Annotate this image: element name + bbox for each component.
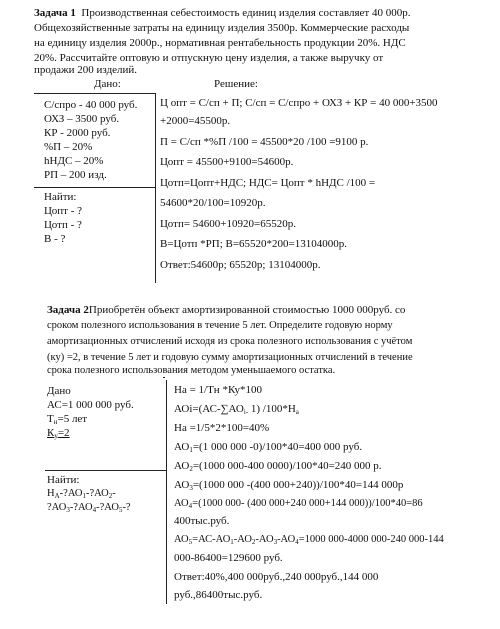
task2-given-label: Дано — [47, 385, 71, 397]
task1-given-item: РП – 200 изд. — [44, 169, 107, 181]
task1-given-label: Дано: — [94, 78, 121, 90]
task2-solution-line — [174, 480, 403, 492]
task2-find-text: -? — [122, 502, 131, 513]
task2-find-sub: 5 — [118, 506, 123, 514]
task2-find-sub: 1 — [82, 492, 86, 500]
task2-given-tn-symbol: Т — [47, 413, 54, 425]
task1-text-line1 — [34, 8, 411, 19]
task2-find-sub: 4 — [92, 506, 97, 514]
task1-top-rule — [34, 93, 156, 94]
task2-sol-text: АО — [174, 534, 189, 545]
task2-text-line1 — [47, 305, 405, 316]
task2-given-ky-value: =2 — [57, 427, 70, 439]
task1-divider-vertical — [155, 93, 156, 283]
task2-sol-sub: 5 — [188, 538, 193, 546]
task2-solution-line — [174, 499, 423, 510]
task2-find-text: - — [112, 488, 116, 499]
task1-text-line5: продажи 200 изделий. — [34, 64, 138, 76]
task2-solution-line: Ответ:40%,400 000руб.,240 000руб.,144 000 — [174, 571, 379, 583]
task2-given-ky-sub: у — [54, 432, 58, 440]
task2-solution-line: На = 1/Тн *Ку*100 — [174, 384, 262, 396]
task2-text-1: Приобретён объект амортизированной стоимостью 1000 000руб. со — [88, 304, 406, 316]
task1-given-item: ОХЗ – 3500 руб. — [44, 113, 120, 125]
task2-sol-sub: 1 — [189, 446, 193, 454]
task1-solution-label: Решение: — [214, 78, 258, 90]
task2-solution-line: На =1/5*2*100=40% — [174, 422, 270, 434]
task1-given-find-rule — [34, 187, 156, 188]
task2-given-ac: АС=1 000 000 руб. — [47, 399, 134, 411]
task2-sol-sub: 1 — [230, 538, 234, 546]
task2-solution-line: 400тыс.руб. — [174, 515, 230, 527]
task1-text-line4: 20%. Рассчитайте оптовую и отпускную цену изделия, а также выручку от — [34, 52, 384, 64]
task2-solution-line: руб.,86400тыс.руб. — [174, 589, 263, 601]
task1-solution-line: 54600*20/100=10920р. — [160, 197, 266, 209]
task2-text-line5: срока полезного использования методом уменьшаемого остатка. — [47, 365, 336, 376]
task2-find-sub: 3 — [66, 506, 70, 514]
task2-given-tn — [47, 414, 87, 426]
task2-find-text: ?АО — [47, 502, 67, 513]
task1-text-1: Производственная себестоимость единиц изделия составляет 40 000р. — [81, 7, 411, 19]
task2-sol-sub: 3 — [189, 484, 193, 492]
task2-sol-text: =(1000 000-400 0000)/100*40=240 000 р. — [192, 460, 382, 472]
task2-sol-text: =(1000 000 -(400 000+240))/100*40=144 000р — [192, 479, 404, 491]
task2-sol-text: =1000 000-4000 000-240 000-144 — [298, 534, 444, 545]
task2-sol-sub: 3 — [273, 538, 278, 546]
task1-solution-line: +2000=45500р. — [160, 115, 231, 127]
task2-solution-line — [174, 461, 382, 473]
task2-sol-sub: 4 — [295, 538, 299, 546]
task2-given-find-rule — [45, 470, 167, 471]
task2-sol-text: -АО — [255, 534, 274, 545]
task1-solution-line: Ц опт = С/сп + П; С/сп = С/спро + ОХЗ + КР = 40 000+3500 — [160, 97, 438, 109]
task2-sol-text: АО — [174, 479, 190, 491]
task1-solution-line: Цотп=Цопт+НДС; НДС= Цопт * hНДС /100 = — [160, 177, 376, 189]
task2-sol-sub: 4 — [188, 502, 193, 510]
task1-heading: Задача 1 — [34, 7, 76, 19]
task2-solution-line — [174, 442, 362, 454]
task1-find-item: Цотп - ? — [44, 219, 82, 231]
task2-find-text: Н — [47, 488, 55, 499]
task1-solution-line: П = С/сп *%П /100 = 45500*20 /100 =9100 р. — [160, 136, 369, 148]
task2-sol-sub: 2 — [189, 465, 193, 473]
task1-text-line3: на единицу изделия 2000р., нормативная рентабельность продукции 20%. НДС — [34, 37, 406, 49]
task2-top-rule — [163, 377, 165, 378]
task2-find-text: -?АО — [96, 502, 119, 513]
task2-sol-text: =АС-АО — [192, 534, 231, 545]
task2-sol-text: =(1000 000- (400 000+240 000+144 000))/100*40=86 — [192, 498, 423, 509]
task1-solution-line: Ответ:54600р; 65520р; 13104000р. — [160, 259, 321, 271]
task2-find-text: -?АО — [59, 488, 83, 499]
task2-sol-text: АОi=(АС-∑АО — [174, 403, 244, 415]
task1-find-item: Цопт - ? — [44, 205, 83, 217]
task2-solution-line — [174, 535, 444, 546]
task2-heading: Задача 2 — [47, 304, 89, 316]
task2-given-tn-value: =5 лет — [57, 413, 88, 425]
task2-text-line4: (ку) =2, в течение 5 лет и годовую сумму амортизационных отчислений в течение — [47, 352, 413, 363]
task1-solution-line: Цопт = 45500+9100=54600р. — [160, 156, 294, 168]
task2-sol-text: АО — [174, 498, 189, 509]
task2-sol-text: 1) /100*Н — [248, 403, 296, 415]
task2-find-label: Найти: — [47, 474, 80, 486]
task2-sol-text: АО — [174, 441, 190, 453]
task2-sol-text: АО — [174, 460, 190, 472]
task2-sol-text: =(1 000 000 -0)/100*40=400 000 руб. — [192, 441, 363, 453]
task2-divider-vertical — [166, 380, 167, 604]
task2-sol-sub: 2 — [251, 538, 256, 546]
task2-given-ky — [47, 428, 70, 440]
task2-sol-text: -АО — [277, 534, 296, 545]
task2-find-sub: 2 — [108, 492, 113, 500]
task2-solution-line — [174, 404, 299, 416]
task2-sol-text: -АО — [233, 534, 252, 545]
task1-solution-line: Цотп= 54600+10920=65520р. — [160, 218, 296, 230]
task1-given-item: С/спро - 40 000 руб. — [44, 99, 138, 111]
task2-find-text: -?АО — [85, 488, 109, 499]
task2-find-text: -?АО — [69, 502, 93, 513]
task1-given-item: %П – 20% — [44, 141, 93, 153]
task2-find-line2 — [47, 503, 131, 514]
task2-solution-line: 000-86400=129600 руб. — [174, 552, 283, 564]
task1-given-item: КР - 2000 руб. — [44, 127, 111, 139]
task1-find-item: В - ? — [44, 233, 66, 245]
task2-sol-sub: i- — [243, 408, 249, 416]
task1-text-line2: Общехозяйственные затраты на единицу изделия 3500р. Коммерческие расходы — [34, 22, 410, 34]
task2-find-sub: А — [54, 492, 60, 500]
task2-sol-sub: а — [295, 408, 299, 416]
task2-given-tn-sub: н — [53, 418, 58, 426]
task2-text-line3: амортизационных отчислений исходя из срока полезного использования с учётом — [47, 336, 413, 347]
task2-text-line2: сроком полезного использования в течение 5 лет. Определите годовую норму — [47, 320, 393, 331]
task1-given-item: hНДС – 20% — [44, 155, 104, 167]
task2-given-ky-symbol: К — [47, 427, 55, 439]
task1-find-label: Найти: — [44, 191, 77, 203]
task2-find-line1 — [47, 489, 116, 500]
task1-solution-line: В=Цотп *РП; В=65520*200=13104000р. — [160, 238, 347, 250]
